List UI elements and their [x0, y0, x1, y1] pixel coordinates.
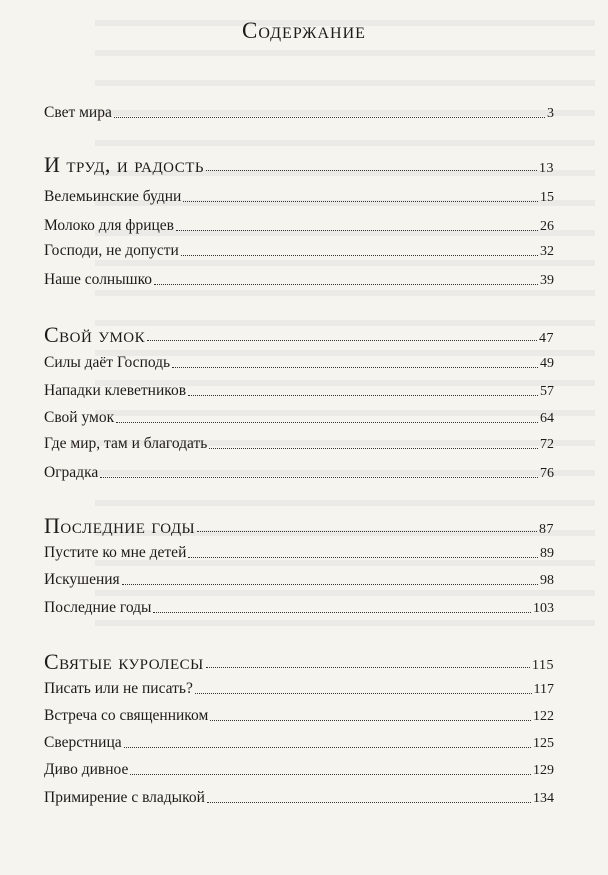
dot-leader [197, 530, 537, 532]
toc-entry-label: Писать или не писать? [44, 680, 193, 697]
dot-leader [130, 773, 531, 775]
toc-entry-page: 125 [533, 736, 554, 751]
toc-entry-label: Молоко для фрицев [44, 217, 175, 234]
toc-entry-page: 122 [533, 709, 554, 724]
dot-leader [206, 666, 530, 668]
toc-section-page: 115 [532, 658, 554, 673]
toc-section-page: 47 [539, 331, 554, 346]
toc-entry[interactable] [44, 674, 554, 698]
toc-entry-page: 117 [533, 682, 554, 697]
toc-section-page: 87 [539, 522, 554, 537]
dot-leader [188, 556, 538, 558]
toc-entry-label: Где мир, там и благодать [44, 435, 208, 452]
toc-entry-page: 32 [540, 244, 554, 259]
toc-entry[interactable] [44, 348, 554, 372]
dot-leader [195, 692, 532, 694]
toc-section[interactable] [44, 314, 554, 348]
toc-entry[interactable] [44, 403, 554, 427]
dot-leader [176, 229, 538, 231]
dot-leader [100, 476, 538, 478]
dot-leader [209, 447, 538, 449]
toc-entry-page: 15 [540, 190, 554, 205]
toc-entry-page: 72 [540, 437, 554, 452]
toc-entry[interactable] [44, 728, 554, 752]
toc-entry-page: 98 [540, 573, 554, 588]
toc-entry-page: 89 [540, 546, 554, 561]
toc-section[interactable] [44, 641, 554, 675]
page-title: Содержание [242, 18, 366, 43]
toc-section-label: И труд, и радость [44, 152, 204, 177]
toc-entry[interactable] [44, 265, 554, 289]
toc-entry-page: 26 [540, 219, 554, 234]
dot-leader [206, 169, 537, 171]
dot-leader [207, 801, 531, 803]
toc-section-page: 13 [539, 161, 554, 176]
toc-entry-page: 49 [540, 356, 554, 371]
toc-section-label: Свой умок [44, 322, 146, 347]
toc-section-label: Последние годы [44, 513, 196, 538]
toc-entry-page: 103 [533, 601, 554, 616]
toc-entry[interactable] [44, 211, 554, 235]
toc-entry-label: Пустите ко мне детей [44, 544, 187, 561]
dot-leader [181, 254, 538, 256]
dot-leader [183, 200, 538, 202]
toc-entry-page: 57 [540, 384, 554, 399]
dot-leader [147, 339, 537, 341]
toc-entry[interactable] [44, 565, 554, 589]
toc-entry-label: Наше солнышко [44, 271, 153, 288]
toc-entry[interactable] [44, 593, 554, 617]
toc-entry-label: Нападки клеветников [44, 382, 187, 399]
dot-leader [114, 116, 545, 118]
dot-leader [122, 583, 538, 585]
toc-entry-label: Господи, не допусти [44, 242, 179, 259]
toc-entry-label: Велемьинские будни [44, 188, 182, 205]
toc-entry-page: 64 [540, 411, 554, 426]
toc-entry[interactable] [44, 701, 554, 725]
toc-entry-label: Диво дивное [44, 761, 129, 778]
toc-section[interactable] [44, 505, 554, 539]
dot-leader [188, 394, 538, 396]
toc-entry-label: Силы даёт Господь [44, 354, 171, 371]
toc-entry[interactable] [44, 755, 554, 779]
toc-entry-label: Искушения [44, 571, 120, 588]
dot-leader [116, 421, 538, 423]
toc-section[interactable] [44, 144, 554, 178]
toc-entry[interactable] [44, 376, 554, 400]
toc-entry-label: Примирение с владыкой [44, 789, 205, 806]
dot-leader [210, 719, 531, 721]
toc-entry-label: Встреча со священником [44, 707, 209, 724]
toc-entry-page: 3 [547, 106, 554, 121]
dot-leader [124, 746, 531, 748]
toc-entry-label: Сверстница [44, 734, 122, 751]
toc-entry[interactable] [44, 538, 554, 562]
toc-entry[interactable] [44, 182, 554, 206]
toc-entry-label: Свой умок [44, 409, 115, 426]
toc-entry-label: Свет мира [44, 104, 112, 121]
toc-section-label: Святые куролесы [44, 649, 204, 674]
dot-leader [172, 366, 538, 368]
toc-entry-page: 134 [533, 791, 554, 806]
toc-entry[interactable] [44, 429, 554, 453]
toc-entry[interactable] [44, 783, 554, 807]
toc-entry-label: Оградка [44, 464, 99, 481]
toc-entry[interactable] [44, 236, 554, 260]
toc-entry-page: 129 [533, 763, 554, 778]
toc-entry-label: Последние годы [44, 599, 152, 616]
toc-entry[interactable] [44, 98, 554, 122]
toc-entry[interactable] [44, 458, 554, 482]
toc-entry-page: 39 [540, 273, 554, 288]
toc-entry-page: 76 [540, 466, 554, 481]
dot-leader [153, 611, 531, 613]
dot-leader [154, 283, 538, 285]
